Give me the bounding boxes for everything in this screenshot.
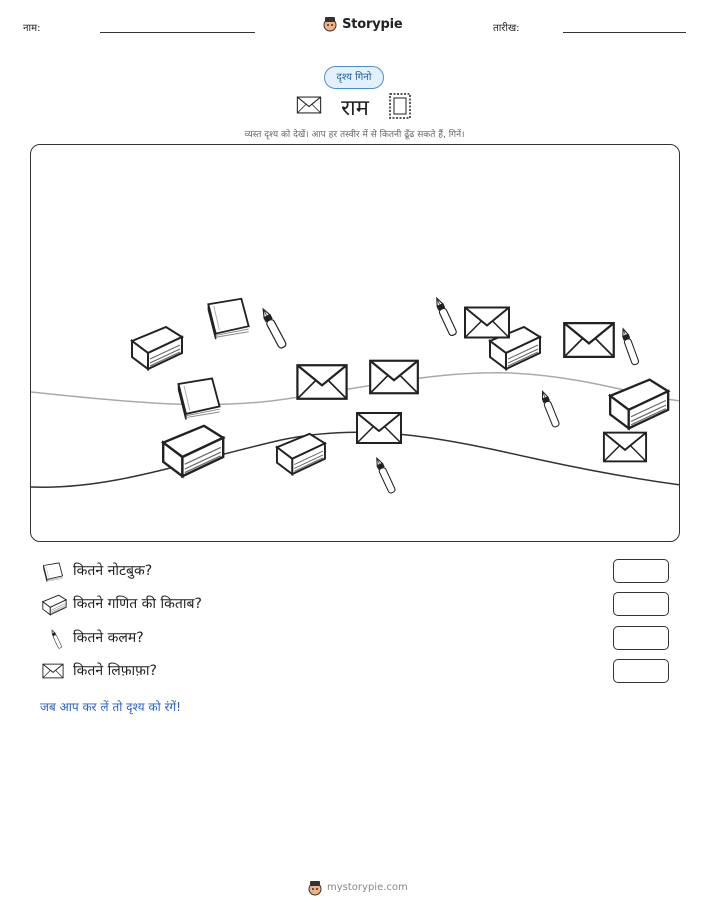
storypie-logo-icon [308, 880, 322, 896]
pen [260, 307, 287, 349]
answer-box-notebook[interactable] [613, 559, 669, 583]
busy-scene [30, 144, 680, 542]
storypie-logo-icon [323, 16, 337, 32]
instructions: व्यस्त दृश्य को देखें। आप हर तस्वीर में से कितनी ढूँढ सकते हैं, गिनें। [244, 130, 465, 140]
brand-name: Storypie [342, 17, 403, 32]
scene-drawing [31, 145, 680, 542]
question-text: कितने गणित की किताब? [73, 596, 202, 612]
notebook-icon [40, 560, 66, 584]
envelope [604, 433, 646, 462]
name-label: नाम: [23, 23, 41, 34]
answer-box-pen[interactable] [613, 626, 669, 650]
page-title: राम [341, 96, 369, 121]
envelope [564, 323, 614, 357]
envelope [357, 413, 401, 443]
date-label: तारीख: [493, 23, 520, 34]
date-line[interactable] [563, 32, 686, 33]
coloring-note: जब आप कर लें तो दृश्य को रंगें! [40, 700, 181, 714]
question-text: कितने कलम? [73, 630, 144, 646]
envelope [297, 365, 346, 399]
math-book [132, 327, 182, 369]
pen [620, 328, 640, 366]
notebook [178, 378, 219, 419]
question-text: कितने लिफ़ाफ़ा? [73, 663, 157, 679]
answer-box-envelope[interactable] [613, 659, 669, 683]
envelope [370, 361, 418, 394]
envelope [465, 308, 509, 338]
envelope-icon [42, 663, 64, 679]
pen [539, 390, 560, 428]
math-book [163, 426, 223, 476]
notebook [208, 299, 248, 339]
pen [433, 297, 457, 337]
math-book-icon [40, 593, 68, 617]
math-book [610, 380, 668, 429]
stamp-icon [388, 92, 412, 120]
answer-box-math-book[interactable] [613, 592, 669, 616]
activity-badge: दृश्य गिनो [324, 66, 384, 89]
brand-logo [323, 13, 402, 32]
pen [374, 457, 396, 494]
website-link[interactable]: mystorypie.com [327, 882, 408, 893]
name-line[interactable] [100, 32, 255, 33]
envelope-icon [296, 96, 322, 114]
question-text: कितने नोटबुक? [73, 563, 153, 579]
pen-icon [44, 627, 64, 653]
